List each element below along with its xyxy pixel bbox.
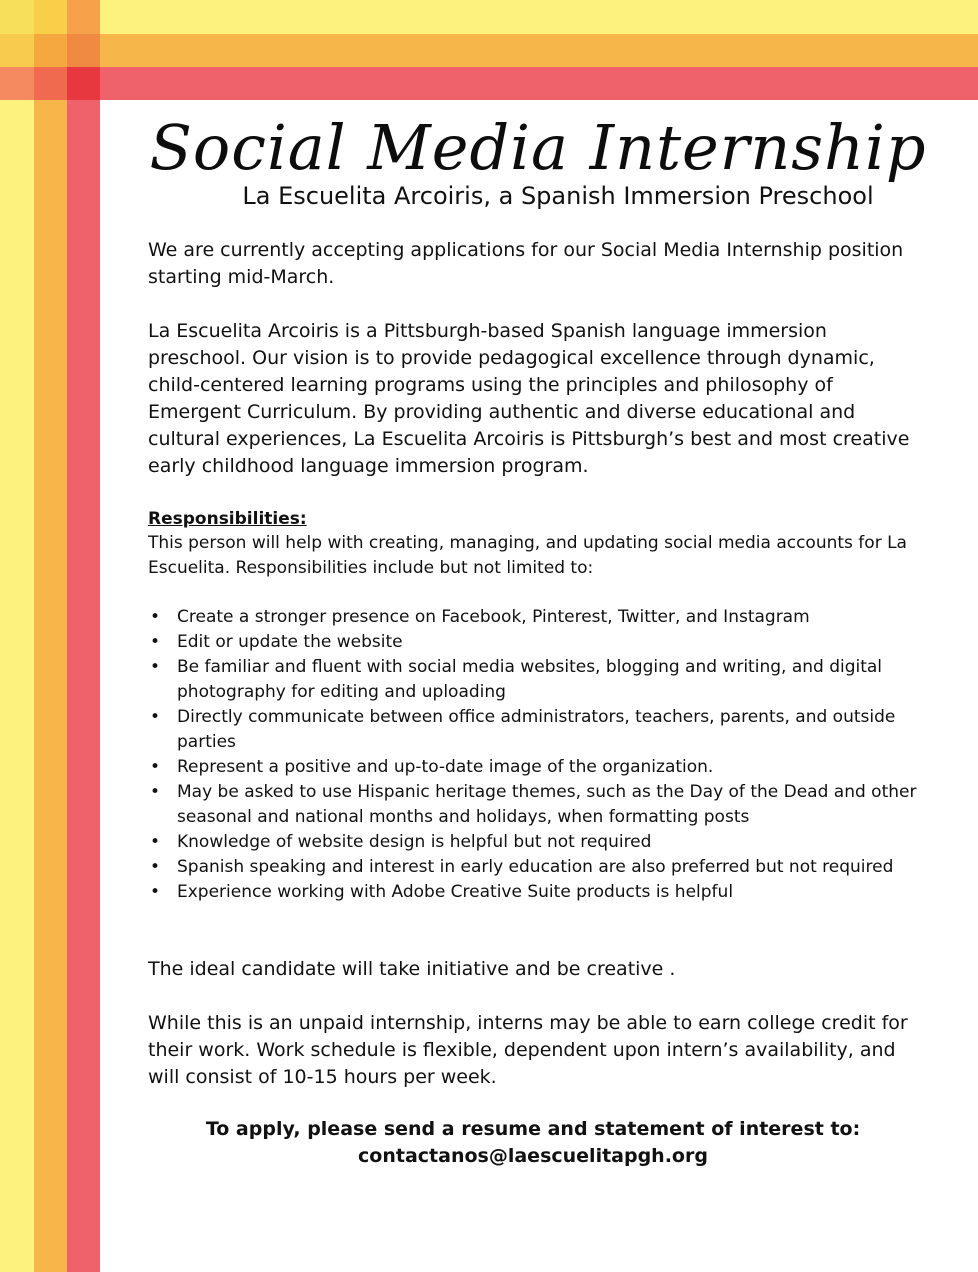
apply-instructions: To apply, please send a resume and statement of interest to: bbox=[205, 1118, 861, 1140]
corner-overlap bbox=[67, 0, 100, 34]
list-item bbox=[148, 855, 928, 880]
list-item-text: Directly communicate between office administrators, teachers, parents, and outside parties bbox=[177, 707, 896, 752]
intro-paragraph: We are currently accepting applications for our Social Media Internship position starting mid-March. bbox=[148, 239, 904, 288]
list-item bbox=[148, 780, 928, 830]
flyer-subtitle: La Escuelita Arcoiris, a Spanish Immersion Preschool bbox=[242, 182, 874, 210]
compensation-paragraph: While this is an unpaid internship, interns may be able to earn college credit for their work. Work schedule is flexible, dependent upon intern’s availability, and will consist of 10-15 hours per week. bbox=[148, 1012, 908, 1088]
ideal-candidate-paragraph: The ideal candidate will take initiative and be creative . bbox=[148, 958, 676, 980]
bullet-icon: • bbox=[150, 782, 161, 802]
list-item bbox=[148, 755, 928, 780]
corner-overlap bbox=[34, 0, 67, 34]
bullet-icon: • bbox=[150, 857, 161, 877]
bullet-icon: • bbox=[150, 707, 161, 727]
apply-email[interactable]: contactanos@laescuelitapgh.org bbox=[358, 1145, 708, 1167]
bullet-icon: • bbox=[150, 657, 161, 677]
list-item bbox=[148, 880, 928, 905]
about-paragraph: La Escuelita Arcoiris is a Pittsburgh-based Spanish language immersion preschool. Our vision is to provide pedagogical excellence through dynamic, child-centered learning programs using the principles and philosophy of Emergent Curriculum. By providing authentic and diverse educational and cultural experiences, La Escuelita Arcoiris is Pittsburgh’s best and most creative early childhood language immersion program. bbox=[148, 320, 910, 477]
top-yellow-stripe bbox=[0, 0, 978, 34]
list-item-text: May be asked to use Hispanic heritage themes, such as the Day of the Dead and other seasonal and national months and holidays, when formatting posts bbox=[177, 782, 917, 827]
top-orange-stripe bbox=[0, 34, 978, 67]
list-item-text: Edit or update the website bbox=[177, 632, 403, 652]
bullet-icon: • bbox=[150, 607, 161, 627]
list-item bbox=[148, 605, 928, 630]
responsibilities-intro: This person will help with creating, managing, and updating social media accounts for La Escuelita. Responsibilities include but not limited to: bbox=[148, 533, 907, 578]
list-item bbox=[148, 830, 928, 855]
responsibilities-heading: Responsibilities: bbox=[148, 509, 307, 529]
left-orange-stripe bbox=[34, 0, 67, 1272]
list-item-text: Knowledge of website design is helpful but not required bbox=[177, 832, 652, 852]
list-item-text: Experience working with Adobe Creative Suite products is helpful bbox=[177, 882, 734, 902]
corner-overlap bbox=[0, 67, 34, 100]
list-item bbox=[148, 705, 928, 755]
list-item-text: Spanish speaking and interest in early education are also preferred but not required bbox=[177, 857, 894, 877]
list-item bbox=[148, 630, 928, 655]
list-item-text: Be familiar and fluent with social media websites, blogging and writing, and digital photography for editing and uploading bbox=[177, 657, 883, 702]
list-item bbox=[148, 655, 928, 705]
corner-overlap bbox=[0, 0, 34, 34]
corner-overlap bbox=[34, 34, 67, 67]
bullet-icon: • bbox=[150, 832, 161, 852]
left-yellow-stripe bbox=[0, 0, 34, 1272]
list-item-text: Represent a positive and up-to-date image of the organization. bbox=[177, 757, 714, 777]
bullet-icon: • bbox=[150, 632, 161, 652]
bullet-icon: • bbox=[150, 882, 161, 902]
corner-overlap bbox=[67, 34, 100, 67]
corner-overlap bbox=[34, 67, 67, 100]
list-item-text: Create a stronger presence on Facebook, Pinterest, Twitter, and Instagram bbox=[177, 607, 810, 627]
top-red-stripe bbox=[0, 67, 978, 100]
corner-overlap bbox=[67, 67, 100, 100]
responsibilities-list bbox=[148, 605, 928, 905]
left-red-stripe bbox=[67, 0, 100, 1272]
flyer-title: Social Media Internship bbox=[149, 111, 927, 184]
corner-overlap bbox=[0, 34, 34, 67]
bullet-icon: • bbox=[150, 757, 161, 777]
